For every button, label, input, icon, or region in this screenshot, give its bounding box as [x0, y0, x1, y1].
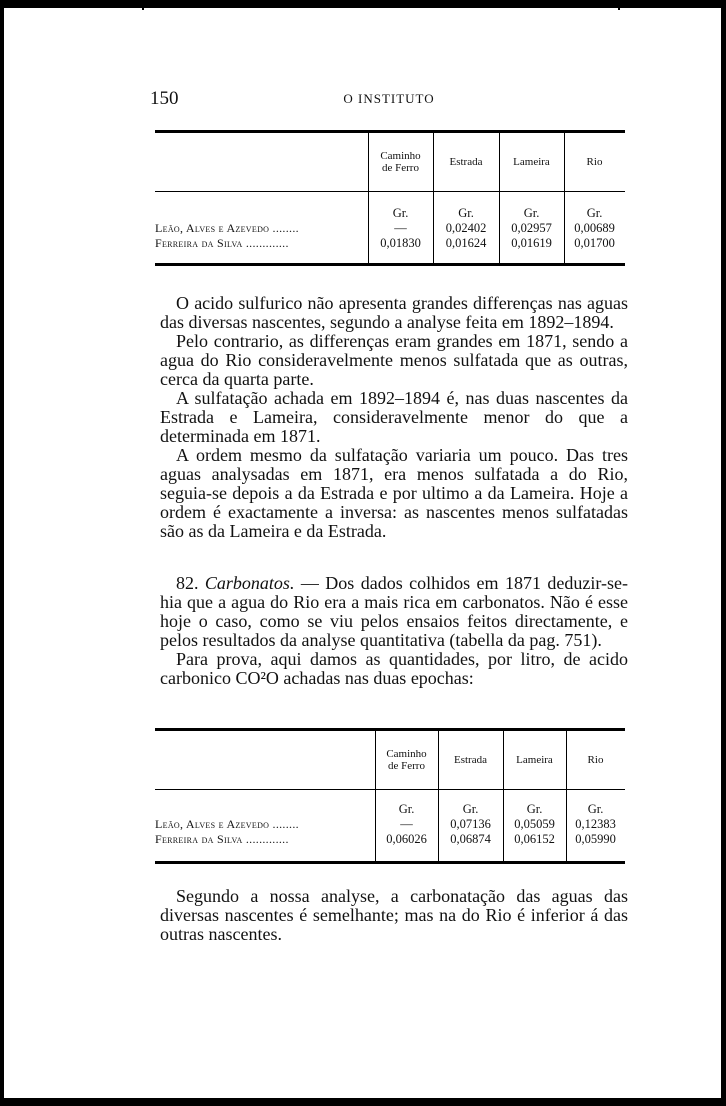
- paragraph: O acido sulfurico não apresenta grandes differenças nas aguas das diversas nascentes, segundo a analyse feita em 1892–1894.: [160, 293, 628, 332]
- section-text: — Dos dados colhidos em 1871 deduzir-se-hia que a agua do Rio era a mais rica em carbonatos. Não é esse hoje o caso, como se viu pelos ensaios feitos directamente, e pelos resultados da analyse quantitativa (tabella da pag. 751).: [160, 573, 628, 650]
- sulfate-table: [155, 130, 625, 270]
- unit-cell: Gr.: [586, 206, 603, 220]
- row-label: Ferreira da Silva .............: [155, 832, 289, 846]
- table-cell: 0,12383: [575, 817, 616, 831]
- table-cell: 0,06026: [386, 832, 427, 846]
- scan-border-right: [721, 0, 726, 1106]
- section-title: Carbonatos.: [204, 573, 295, 593]
- row-label: Leão, Alves e Azevedo ........: [155, 221, 299, 235]
- body-text-block-2: [160, 887, 628, 944]
- table-cell: —: [400, 817, 413, 831]
- table-top-rule: [155, 130, 625, 133]
- table-header-rule: [155, 191, 625, 192]
- scan-crop-mark: [142, 0, 144, 10]
- row-label: Ferreira da Silva .............: [155, 236, 289, 250]
- table-cell: 0,00689: [574, 221, 615, 235]
- column-header-caminho: Caminho de Ferro: [386, 748, 427, 772]
- column-header-lameira: Lameira: [513, 156, 550, 168]
- paragraph: A ordem mesmo da sulfatação variaria um pouco. Das tres aguas analysadas em 1871, era menos sulfatada a do Rio, seguia-se depois a da Estrada e por ultimo a da Lameira. Hoje a ordem é exactamente a inversa: as nascentes menos sulfatadas são as da Lameira e da Estrada.: [160, 445, 628, 541]
- table-cell: 0,05990: [575, 832, 616, 846]
- table-cell: 0,01830: [380, 236, 421, 250]
- table-cell: 0,07136: [450, 817, 491, 831]
- table-cell: 0,01700: [574, 236, 615, 250]
- section-82: [160, 574, 628, 688]
- page-number: 150: [150, 88, 179, 109]
- table-cell: 0,05059: [514, 817, 555, 831]
- table-cell: 0,06152: [514, 832, 555, 846]
- scan-border-bottom: [0, 1098, 726, 1106]
- unit-cell: Gr.: [523, 206, 540, 220]
- unit-cell: Gr.: [462, 802, 479, 816]
- column-header-lameira: Lameira: [516, 754, 553, 766]
- running-head: [150, 88, 628, 110]
- unit-cell: Gr.: [458, 206, 474, 220]
- table-top-rule: [155, 728, 625, 731]
- table-cell: 0,01619: [511, 236, 552, 250]
- section-number: 82.: [176, 573, 199, 593]
- column-header-estrada: Estrada: [449, 156, 483, 168]
- paragraph: A sulfatação achada em 1892–1894 é, nas duas nascentes da Estrada e Lameira, consideravelmente menor do que a determinada em 1871.: [160, 388, 628, 446]
- table-bottom-rule: [155, 861, 625, 864]
- scan-crop-mark: [618, 0, 620, 10]
- table-header-rule: [155, 789, 625, 790]
- scan-border-left: [0, 0, 4, 1106]
- unit-cell: Gr.: [587, 802, 604, 816]
- column-header-rio: Rio: [586, 156, 603, 168]
- column-header-rio: Rio: [587, 754, 604, 766]
- row-label: Leão, Alves e Azevedo ........: [155, 817, 299, 831]
- unit-cell: Gr.: [392, 206, 409, 220]
- paragraph: Para prova, aqui damos as quantidades, por litro, de acido carbonico CO²O achadas nas duas epochas:: [160, 649, 628, 688]
- unit-cell: Gr.: [526, 802, 543, 816]
- running-title: O INSTITUTO: [343, 91, 435, 106]
- unit-cell: Gr.: [398, 802, 415, 816]
- column-header-caminho: Caminho de Ferro: [380, 150, 421, 174]
- table-cell: 0,06874: [450, 832, 491, 846]
- paragraph: Segundo a nossa analyse, a carbonatação das aguas das diversas nascentes é semelhante; mas na do Rio é inferior á das outras nascentes.: [160, 886, 628, 944]
- column-header-estrada: Estrada: [454, 754, 487, 766]
- table-cell: 0,02957: [511, 221, 552, 235]
- paragraph: Pelo contrario, as differenças eram grandes em 1871, sendo a agua do Rio consideravelmente menos sulfatada que as outras, cerca da quarta parte.: [160, 331, 628, 389]
- table-bottom-rule: [155, 263, 625, 266]
- section-paragraph: [160, 574, 628, 650]
- table-cell: —: [394, 221, 407, 235]
- carbonate-table: [155, 728, 625, 868]
- table-cell: 0,01624: [445, 236, 487, 250]
- table-cell: 0,02402: [445, 221, 487, 235]
- body-text-block-1: [160, 294, 628, 541]
